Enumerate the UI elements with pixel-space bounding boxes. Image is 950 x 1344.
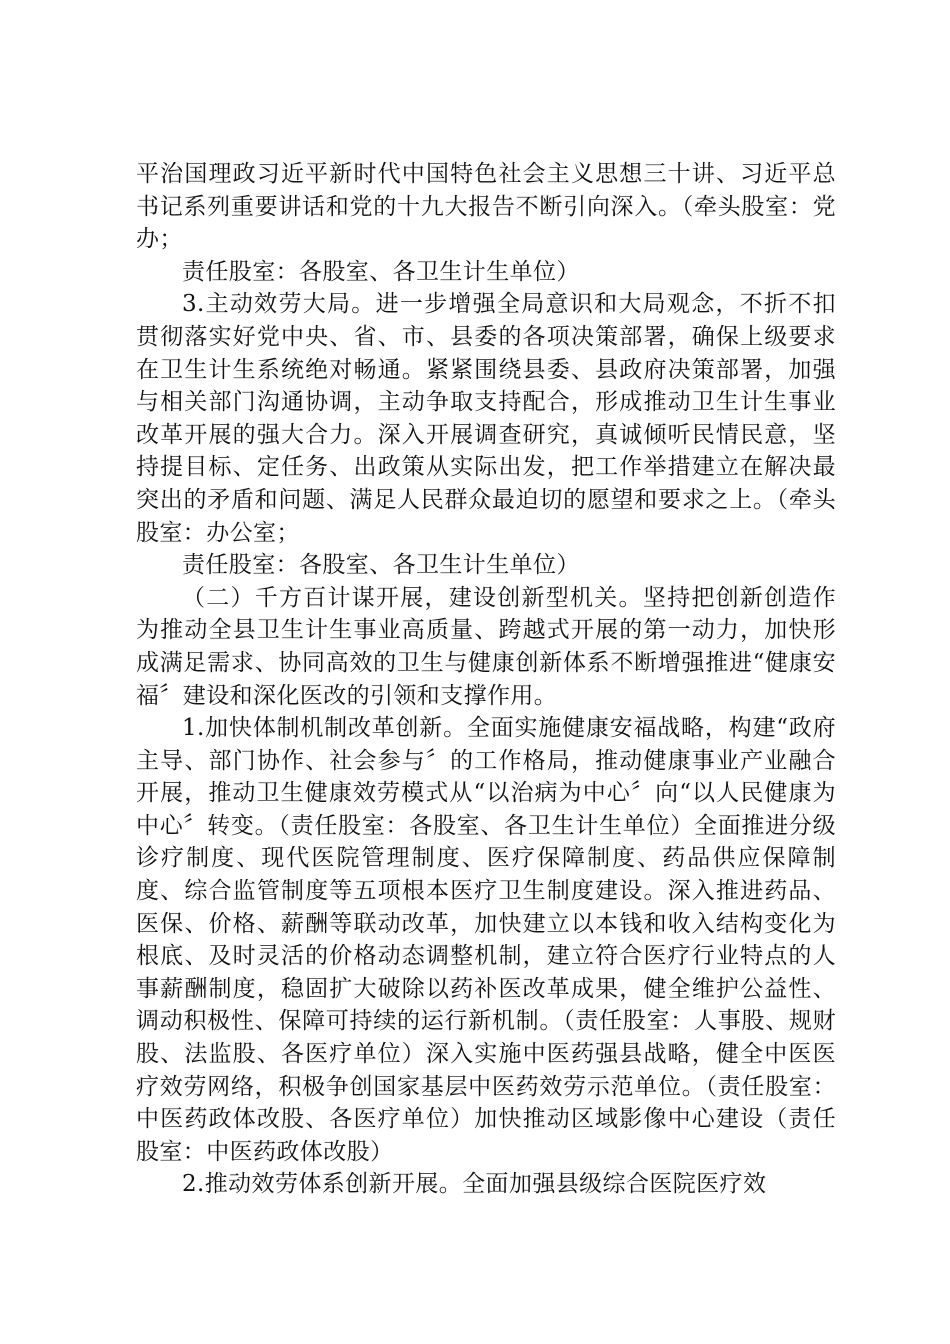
paragraph-6: 1.加快体制机制改革创新。全面实施健康安福战略，构建“政府主导、部门协作、社会参与〞的工作格局，推动健康事业产业融合开展，推动卫生健康效劳模式从“以治病为中心〞向“以人民健康为中心〞转变。（责任股室：各股室、各卫生计生单位）全面推进分级诊疗制度、现代医院管理制度、医疗保障制度、药品供应保障制度、综合监管制度等五项根本医疗卫生制度建设。深入推进药品、医保、价格、薪酬等联动改革，加快建立以本钱和收入结构变化为根底、及时灵活的价格动态调整机制，建立符合医疗行业特点的人事薪酬制度，稳固扩大破除以药补医改革成果，健全维护公益性、调动积极性、保障可持续的运行新机制。（责任股室：人事股、规财股、法监股、各医疗单位）深入实施中医药强县战略，健全中医医疗效劳网络，积极争创国家基层中医药效劳示范单位。（责任股室：中医药政体改股、各医疗单位）加快推动区域影像中心建设（责任股室：中医药政体改股） (136, 715, 836, 1165)
paragraph-7: 2.推动效劳体系创新开展。全面加强县级综合医院医疗效 (182, 1171, 767, 1198)
paragraph-5: （二）千方百计谋开展，建设创新型机关。坚持把创新创造作为推动全县卫生计生事业高质量、跨越式开展的第一动力，加快形成满足需求、协同高效的卫生与健康创新体系不断增强推进“健康安福〞建设和深化医改的引领和支撑作用。 (136, 584, 836, 709)
document-page (136, 158, 836, 1201)
paragraph-4: 责任股室：各股室、各卫生计生单位） (182, 552, 580, 579)
paragraph-1: 平治国理政习近平新时代中国特色社会主义思想三十讲、习近平总书记系列重要讲话和党的十九大报告不断引向深入。（牵头股室：党办； (136, 161, 836, 253)
paragraph-2: 责任股室：各股室、各卫生计生单位） (182, 258, 580, 285)
paragraph-3: 3.主动效劳大局。进一步增强全局意识和大局观念，不折不扣贯彻落实好党中央、省、市、县委的各项决策部署，确保上级要求在卫生计生系统绝对畅通。紧紧围绕县委、县政府决策部署，加强与相关部门沟通协调，主动争取支持配合，形成推动卫生计生事业改革开展的强大合力。深入开展调查研究，真诚倾听民情民意，坚持提目标、定任务、出政策从实际出发，把工作举措建立在解决最突出的矛盾和问题、满足人民群众最迫切的愿望和要求之上。（牵头股室：办公室； (136, 291, 836, 546)
